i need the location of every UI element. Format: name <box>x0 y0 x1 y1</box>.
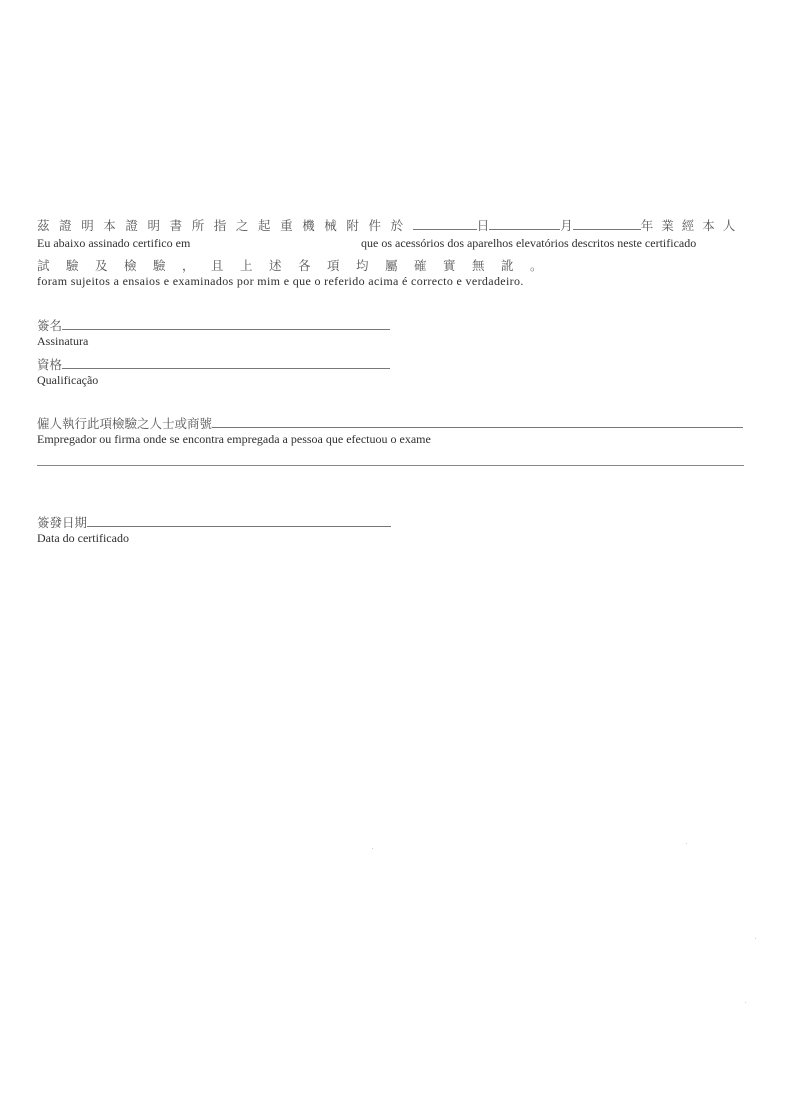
certification-line-zh-2: 試驗及檢驗，且上述各項均屬確實無訛。 <box>37 259 560 273</box>
issue-date-label-pt: Data do certificado <box>37 531 129 545</box>
signature-label-pt: Assinatura <box>37 334 89 348</box>
cert-pt-text-b: que os acessórios dos aparelhos elevatórios descritos neste certificado <box>361 236 697 250</box>
scan-speck <box>755 938 756 939</box>
certification-line-pt-2: foram sujeitos a ensaios e examinados por mim e que o referido acima é correcto e verdadeiro. <box>37 274 524 288</box>
month-blank[interactable] <box>489 218 560 230</box>
cert-pt-text-a: Eu abaixo assinado certifico em <box>37 236 191 250</box>
qualification-line[interactable] <box>62 357 390 369</box>
year-blank[interactable] <box>573 218 641 230</box>
scan-speck <box>745 1002 746 1003</box>
scan-speck <box>686 843 687 844</box>
signature-field <box>37 316 390 334</box>
employer-extra-line[interactable] <box>37 465 744 466</box>
signature-line[interactable] <box>62 318 390 330</box>
issue-date-line[interactable] <box>87 515 391 527</box>
employer-label-pt: Empregador ou firma onde se encontra empregada a pessoa que efectuou o exame <box>37 432 431 446</box>
qualification-field <box>37 355 390 373</box>
employer-label-zh: 僱人執行此項檢驗之人士或商號 <box>37 417 213 431</box>
cert-zh-month: 月 <box>560 219 573 233</box>
qualification-label-pt: Qualificação <box>37 373 99 387</box>
day-blank[interactable] <box>413 218 477 230</box>
employer-line[interactable] <box>212 416 743 428</box>
cert-zh-text-a: 茲證明本證明書所指之起重機械附件於 <box>37 219 413 233</box>
signature-label-zh: 簽名 <box>37 319 63 333</box>
scan-speck <box>372 848 373 849</box>
issue-date-field <box>37 513 391 531</box>
issue-date-label-zh: 簽發日期 <box>37 516 88 530</box>
certification-line-zh-1 <box>37 216 743 234</box>
cert-zh-text-b: 年業經本人 <box>640 219 744 233</box>
qualification-label-zh: 資格 <box>37 358 63 372</box>
cert-zh-day: 日 <box>476 219 490 233</box>
employer-field <box>37 414 743 432</box>
